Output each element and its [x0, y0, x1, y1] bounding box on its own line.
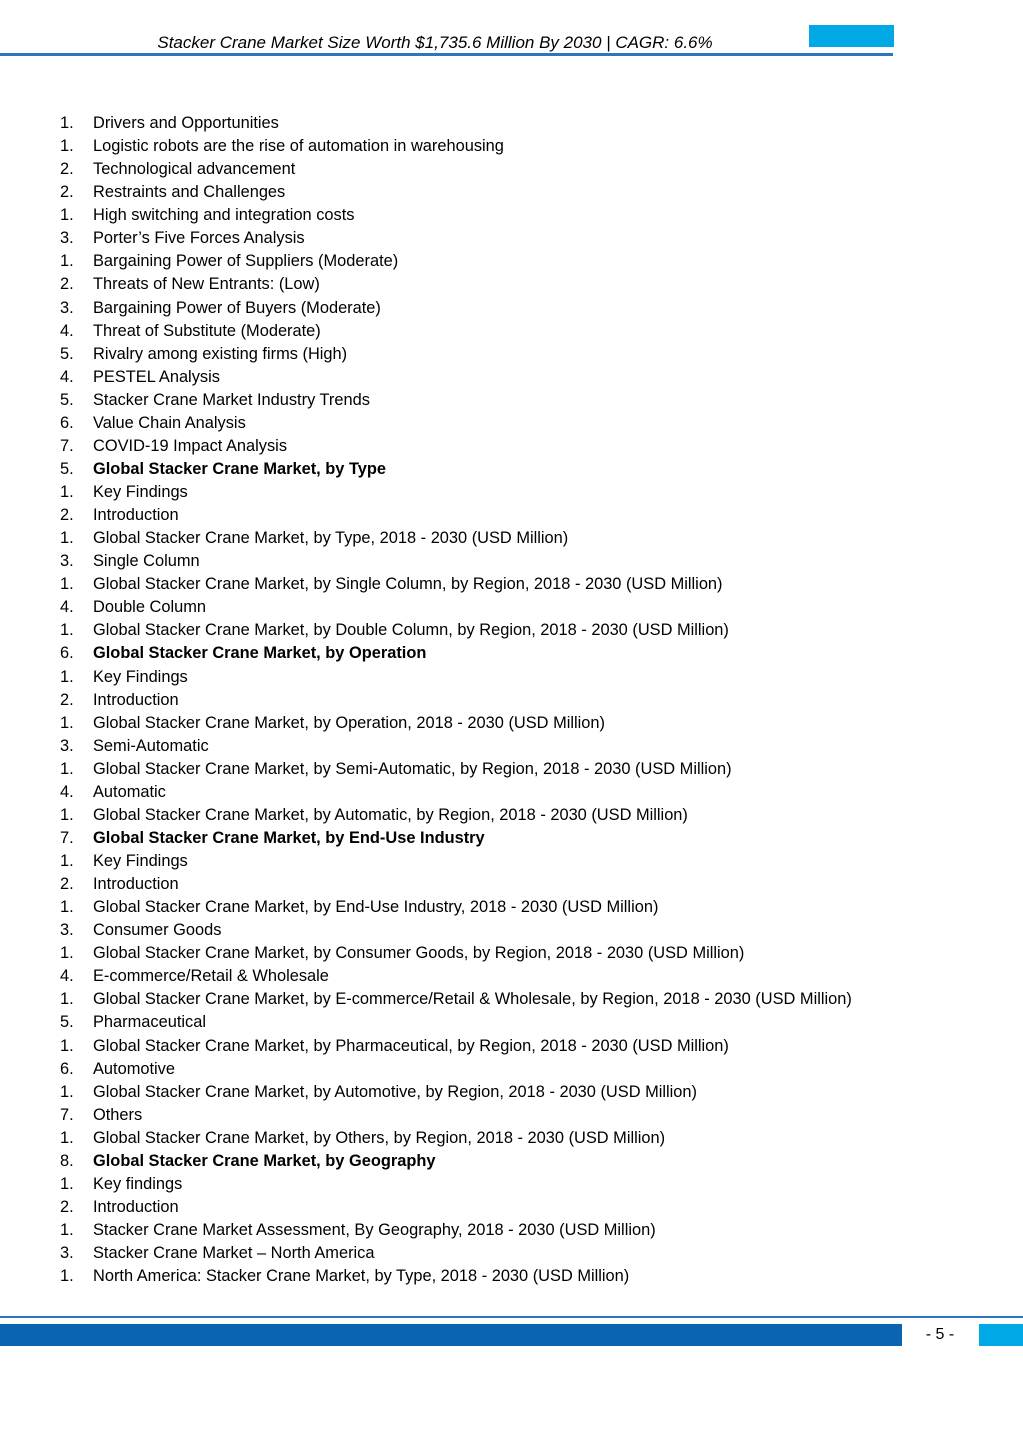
toc-item-number: 3. [60, 552, 74, 571]
toc-item-number: 2. [60, 1197, 74, 1216]
toc-item-text: Global Stacker Crane Market, by Type [93, 459, 387, 478]
toc-item-number: 3. [60, 1244, 74, 1263]
toc-item-number: 1. [60, 252, 74, 271]
toc-item-number: 1. [60, 1082, 74, 1101]
toc-item-number: 3. [60, 298, 74, 317]
toc-item-number: 7. [60, 436, 74, 455]
toc-item-text: Threats of New Entrants: (Low) [93, 275, 320, 294]
toc-item-number: 1. [60, 483, 74, 501]
toc-item-number: 3. [60, 736, 74, 755]
toc-item-number: 8. [60, 1151, 74, 1170]
toc-item-number: 6. [60, 644, 74, 663]
toc-item-text: Introduction [93, 690, 179, 709]
toc-item-text: Global Stacker Crane Market, by Operation [93, 644, 427, 663]
toc-item-number: 6. [60, 413, 74, 432]
toc-item-number: 4. [60, 598, 74, 617]
toc-item-number: 4. [60, 367, 74, 386]
toc-item-number: 1. [60, 805, 74, 824]
toc-item-number: 1. [60, 1174, 74, 1193]
toc-item-text: Key Findings [93, 483, 188, 501]
toc-item-number: 4. [60, 782, 74, 801]
toc-item-text: PESTEL Analysis [93, 367, 220, 386]
toc-item-text: Pharmaceutical [93, 1013, 206, 1032]
toc-item-number: 5. [60, 344, 74, 363]
toc-item-text: Global Stacker Crane Market, by Consumer Goods, by Region, 2018 - 2030 (USD Million) [93, 944, 745, 963]
toc-item-number: 1. [60, 1036, 74, 1055]
toc-item-number: 5. [60, 1013, 74, 1032]
toc-item-number: 1. [60, 621, 74, 640]
toc-item-text: Key Findings [93, 667, 188, 686]
toc-item-text: Global Stacker Crane Market, by Double Column, by Region, 2018 - 2030 (USD Million) [93, 621, 729, 640]
page-number: - 5 - [925, 1326, 955, 1343]
toc-item-text: Global Stacker Crane Market, by Operation, 2018 - 2030 (USD Million) [93, 713, 605, 732]
toc-item-text: COVID-19 Impact Analysis [93, 436, 288, 455]
toc-item-number: 7. [60, 1105, 74, 1124]
header-title: Stacker Crane Market Size Worth $1,735.6 Million By 2030 | CAGR: 6.6% [157, 33, 713, 52]
toc-item-text: Global Stacker Crane Market, by Single Column, by Region, 2018 - 2030 (USD Million) [93, 575, 723, 594]
toc-item-text: Consumer Goods [93, 921, 222, 940]
toc-item-text: Global Stacker Crane Market, by Automatic, by Region, 2018 - 2030 (USD Million) [93, 805, 688, 824]
header-rule [0, 53, 893, 56]
toc-item-number: 6. [60, 1059, 74, 1078]
toc-item-text: North America: Stacker Crane Market, by Type, 2018 - 2030 (USD Million) [93, 1267, 630, 1286]
toc-item-number: 2. [60, 690, 74, 709]
toc-item-number: 1. [60, 898, 74, 917]
toc-item-number: 1. [60, 852, 74, 870]
toc-item-text: Value Chain Analysis [93, 413, 246, 432]
toc-item-number: 1. [60, 206, 74, 225]
toc-item-text: Global Stacker Crane Market, by Type, 2018 - 2030 (USD Million) [93, 529, 569, 548]
toc-item-text: Others [93, 1105, 143, 1124]
toc-item-text: Drivers and Opportunities [93, 114, 279, 132]
toc-item-text: Semi-Automatic [93, 736, 209, 755]
toc-item-text: Key findings [93, 1174, 183, 1193]
toc-item-text: Global Stacker Crane Market, by End-Use Industry [93, 828, 485, 847]
toc-item-text: Logistic robots are the rise of automation in warehousing [93, 137, 504, 156]
toc-item-number: 1. [60, 575, 74, 594]
toc-item-number: 1. [60, 114, 74, 132]
toc-item-number: 2. [60, 506, 74, 525]
toc-item-number: 1. [60, 529, 74, 548]
toc-item-number: 7. [60, 828, 74, 847]
toc-item-number: 4. [60, 321, 74, 340]
toc-item-number: 1. [60, 990, 74, 1009]
toc-item-number: 1. [60, 1267, 74, 1286]
toc-item-text: Key Findings [93, 852, 188, 870]
toc-item-number: 3. [60, 229, 74, 248]
toc-item-text: Automatic [93, 782, 166, 801]
toc-item-number: 1. [60, 944, 74, 963]
toc-item-text: Stacker Crane Market Assessment, By Geography, 2018 - 2030 (USD Million) [93, 1221, 656, 1239]
toc-item-text: Single Column [93, 552, 200, 571]
toc-item-number: 1. [60, 1128, 74, 1147]
toc-item-text: Global Stacker Crane Market, by Pharmaceutical, by Region, 2018 - 2030 (USD Million) [93, 1036, 729, 1055]
toc-item-text: Double Column [93, 598, 206, 617]
toc-item-number: 2. [60, 275, 74, 294]
toc-item-number: 2. [60, 183, 74, 202]
toc-item-number: 1. [60, 759, 74, 778]
footer-rule [0, 1316, 1023, 1318]
toc-item-text: Technological advancement [93, 160, 296, 179]
toc-item-text: Global Stacker Crane Market, by Automotive, by Region, 2018 - 2030 (USD Million) [93, 1082, 697, 1101]
toc-item-text: Global Stacker Crane Market, by Geography [93, 1151, 436, 1170]
toc-item-text: Bargaining Power of Buyers (Moderate) [93, 298, 381, 317]
toc-item-text: Introduction [93, 506, 179, 525]
toc-item-number: 1. [60, 667, 74, 686]
footer-accent-block [979, 1324, 1023, 1346]
toc-item-number: 2. [60, 160, 74, 179]
footer-bar [0, 1324, 902, 1346]
toc-item-text: Introduction [93, 1197, 179, 1216]
toc-item-text: Porter’s Five Forces Analysis [93, 229, 305, 248]
toc-item-number: 1. [60, 137, 74, 156]
toc-item-text: High switching and integration costs [93, 206, 355, 225]
toc-item-number: 4. [60, 967, 74, 986]
toc-item-text: Bargaining Power of Suppliers (Moderate) [93, 252, 399, 271]
toc-item-number: 2. [60, 875, 74, 894]
toc-item-text: Rivalry among existing firms (High) [93, 344, 348, 363]
toc-item-text: Global Stacker Crane Market, by Semi-Automatic, by Region, 2018 - 2030 (USD Million) [93, 759, 732, 778]
toc-item-text: Threat of Substitute (Moderate) [93, 321, 321, 340]
toc-item-text: Global Stacker Crane Market, by Others, by Region, 2018 - 2030 (USD Million) [93, 1128, 666, 1147]
toc-item-text: Stacker Crane Market Industry Trends [93, 390, 370, 409]
toc-item-text: Introduction [93, 875, 179, 894]
toc-item-text: Restraints and Challenges [93, 183, 286, 202]
toc-item-text: Global Stacker Crane Market, by E-commerce/Retail & Wholesale, by Region, 2018 - 2030 (USD Million) [93, 990, 852, 1009]
toc-item-number: 3. [60, 921, 74, 940]
toc-item-text: Global Stacker Crane Market, by End-Use Industry, 2018 - 2030 (USD Million) [93, 898, 659, 917]
header-accent-block [809, 25, 894, 47]
toc-item-text: E-commerce/Retail & Wholesale [93, 967, 329, 986]
toc-item-text: Automotive [93, 1059, 175, 1078]
toc-item-number: 1. [60, 1221, 74, 1239]
toc-item-number: 5. [60, 459, 74, 478]
toc-item-number: 1. [60, 713, 74, 732]
toc-item-text: Stacker Crane Market – North America [93, 1244, 375, 1263]
toc-item-number: 5. [60, 390, 74, 409]
